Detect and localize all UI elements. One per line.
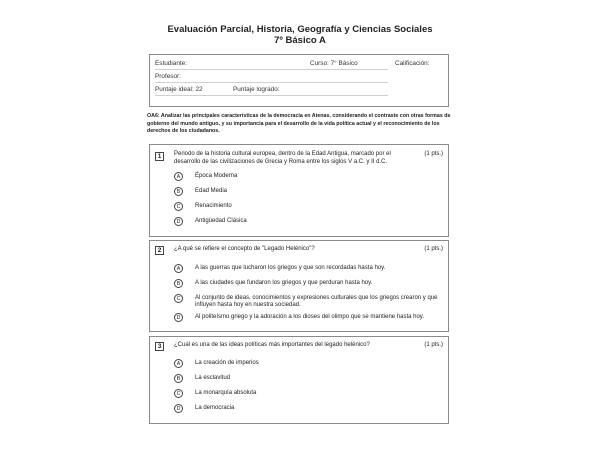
achieved-score-field[interactable]: Puntaje logrado: xyxy=(233,86,280,93)
question-number: 1 xyxy=(155,152,164,161)
student-name-field[interactable]: Estudiante: xyxy=(155,60,187,67)
option-letter[interactable]: B xyxy=(174,374,183,383)
option-letter[interactable]: C xyxy=(174,294,183,303)
option-c[interactable] xyxy=(174,202,444,212)
option-text: La creación de imperios xyxy=(195,360,259,366)
option-letter[interactable]: B xyxy=(174,187,183,196)
option-b[interactable] xyxy=(174,374,444,384)
option-letter[interactable]: C xyxy=(174,389,183,398)
option-text: La monarquía absoluta xyxy=(195,390,257,396)
info-row-divider xyxy=(155,70,388,83)
question-points: (1 pts.) xyxy=(424,342,443,348)
option-text: La democracia xyxy=(195,405,235,411)
question-points: (1 pts.) xyxy=(424,151,443,157)
option-c[interactable] xyxy=(174,389,444,399)
option-text: Antigüedad Clásica xyxy=(195,218,247,224)
question-2 xyxy=(149,240,449,332)
option-b[interactable] xyxy=(174,279,444,289)
option-text: A las ciudades que fundaron los griegos y que perduran hasta hoy. xyxy=(195,280,373,286)
question-text: ¿Cuál es una de las ideas políticas más importantes del legado helénico? xyxy=(174,342,370,348)
question-number: 2 xyxy=(155,246,164,255)
option-b[interactable] xyxy=(174,187,444,197)
option-text: Edad Media xyxy=(195,188,228,194)
option-letter[interactable]: A xyxy=(174,264,183,273)
grade-field[interactable]: Calificación: xyxy=(395,60,430,67)
question-text: ¿A qué se refiere el concepto de "Legado Helénico"? xyxy=(174,246,315,252)
option-letter[interactable]: D xyxy=(174,217,183,226)
option-text: Al conjunto de ideas, conocimientos y expresiones culturales que los griegos crearon y que influyen hasta hoy en nuestra sociedad. xyxy=(195,295,438,309)
student-info-box xyxy=(149,54,449,107)
question-3 xyxy=(149,336,449,424)
option-letter[interactable]: B xyxy=(174,279,183,288)
question-text: Periodo de la historia cultural europea, dentro de la Edad Antigua, marcado por el desarrollo de las civilizaciones de Grecia y Roma entre los siglos V a.C. y II d.C. xyxy=(174,151,391,165)
teacher-field[interactable]: Profesor: xyxy=(155,73,181,80)
option-letter[interactable]: A xyxy=(174,172,183,181)
page-title xyxy=(0,24,600,46)
question-points: (1 pts.) xyxy=(424,246,443,252)
option-text: Renacimiento xyxy=(195,203,232,209)
option-d[interactable] xyxy=(174,313,444,323)
question-number: 3 xyxy=(155,342,164,351)
option-a[interactable] xyxy=(174,172,444,182)
option-d[interactable] xyxy=(174,404,444,414)
title-line-2: 7º Básico A xyxy=(274,35,326,46)
option-d[interactable] xyxy=(174,217,444,227)
learning-objective: OA6: Analizar las principales características de la democracia en Atenas, considerando el contraste con otras formas de gobierno del mundo antiguo, y su importancia para el desarrollo de la vida política actual y el reconocimiento de los derechos de los ciudadanos. xyxy=(147,113,451,135)
option-a[interactable] xyxy=(174,359,444,369)
option-text: Época Moderna xyxy=(195,173,238,179)
option-letter[interactable]: C xyxy=(174,202,183,211)
option-letter[interactable]: D xyxy=(174,404,183,413)
option-letter[interactable]: A xyxy=(174,359,183,368)
title-line-1: Evaluación Parcial, Historia, Geografía y Ciencias Sociales xyxy=(167,24,433,35)
option-a[interactable] xyxy=(174,264,444,274)
course-label: Curso: 7° Básico xyxy=(310,60,358,67)
question-1 xyxy=(149,144,449,237)
option-text: Al politeísmo griego y la adoración a los dioses del olimpo que se mantiene hasta hoy. xyxy=(195,314,425,320)
option-text: A las guerras que lucharon los griegos y que son recordadas hasta hoy. xyxy=(195,265,386,271)
ideal-score-label: Puntaje ideal: 22 xyxy=(155,86,203,93)
option-text: La esclavitud xyxy=(195,375,231,381)
option-c[interactable] xyxy=(174,294,444,309)
option-letter[interactable]: D xyxy=(174,313,183,322)
